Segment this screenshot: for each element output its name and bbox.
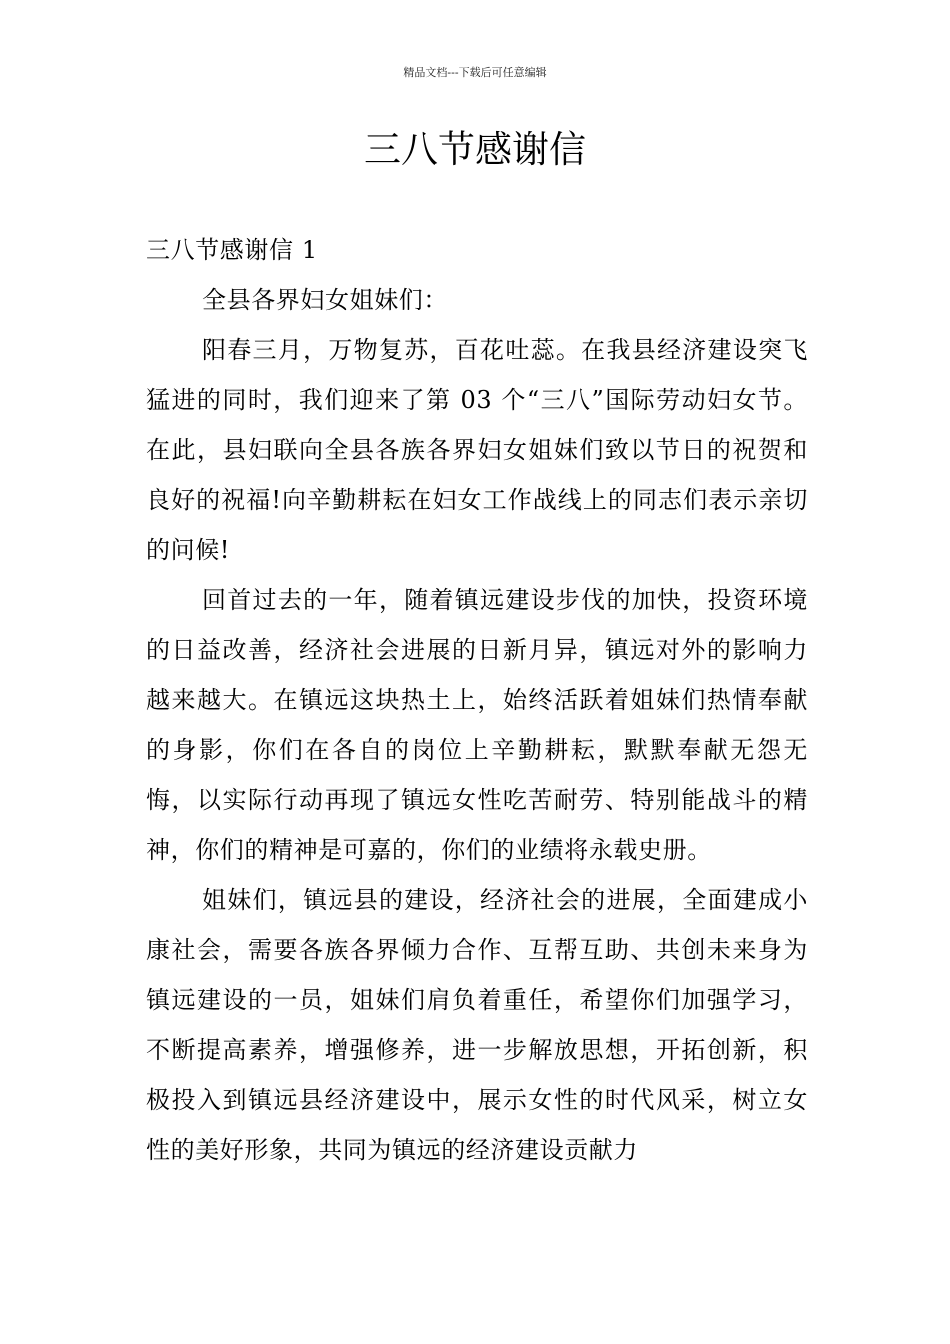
paragraph: 姐妹们，镇远县的建设，经济社会的进展，全面建成小康社会，需要各族各界倾力合作、互帮互助、共创未来身为镇远建设的一员，姐妹们肩负着重任，希望你们加强学习，不断提高素养，增强修养，进一步解放思想，开拓创新，积极投入到镇远县经济建设中，展示女性的时代风采，树立女性的美好形象，共同为镇远的经济建设贡献力 bbox=[146, 886, 808, 1164]
letter-salutation: 全县各界妇女姐妹们： bbox=[202, 286, 448, 314]
document-body bbox=[146, 225, 808, 1175]
paragraph: 阳春三月，万物复苏，百花吐蕊。在我县经济建设突飞猛进的同时，我们迎来了第 03 个“三八”国际劳动妇女节。在此，县妇联向全县各族各界妇女姐妹们致以节日的祝贺和良好的祝福!向辛勤耕耘在妇女工作战线上的同志们表示亲切的问候! bbox=[146, 336, 808, 564]
header-note: 精品文档---下载后可任意编辑 bbox=[403, 66, 547, 79]
document-title: 三八节感谢信 bbox=[364, 128, 586, 171]
paragraph: 回首过去的一年，随着镇远建设步伐的加快，投资环境的日益改善，经济社会进展的日新月异，镇远对外的影响力越来越大。在镇远这块热土上，始终活跃着姐妹们热情奉献的身影，你们在各自的岗位上辛勤耕耘，默默奉献无怨无悔，以实际行动再现了镇远女性吃苦耐劳、特别能战斗的精神，你们的精神是可嘉的，你们的业绩将永载史册。 bbox=[146, 586, 808, 864]
letter-subheading: 三八节感谢信 1 bbox=[146, 236, 318, 264]
